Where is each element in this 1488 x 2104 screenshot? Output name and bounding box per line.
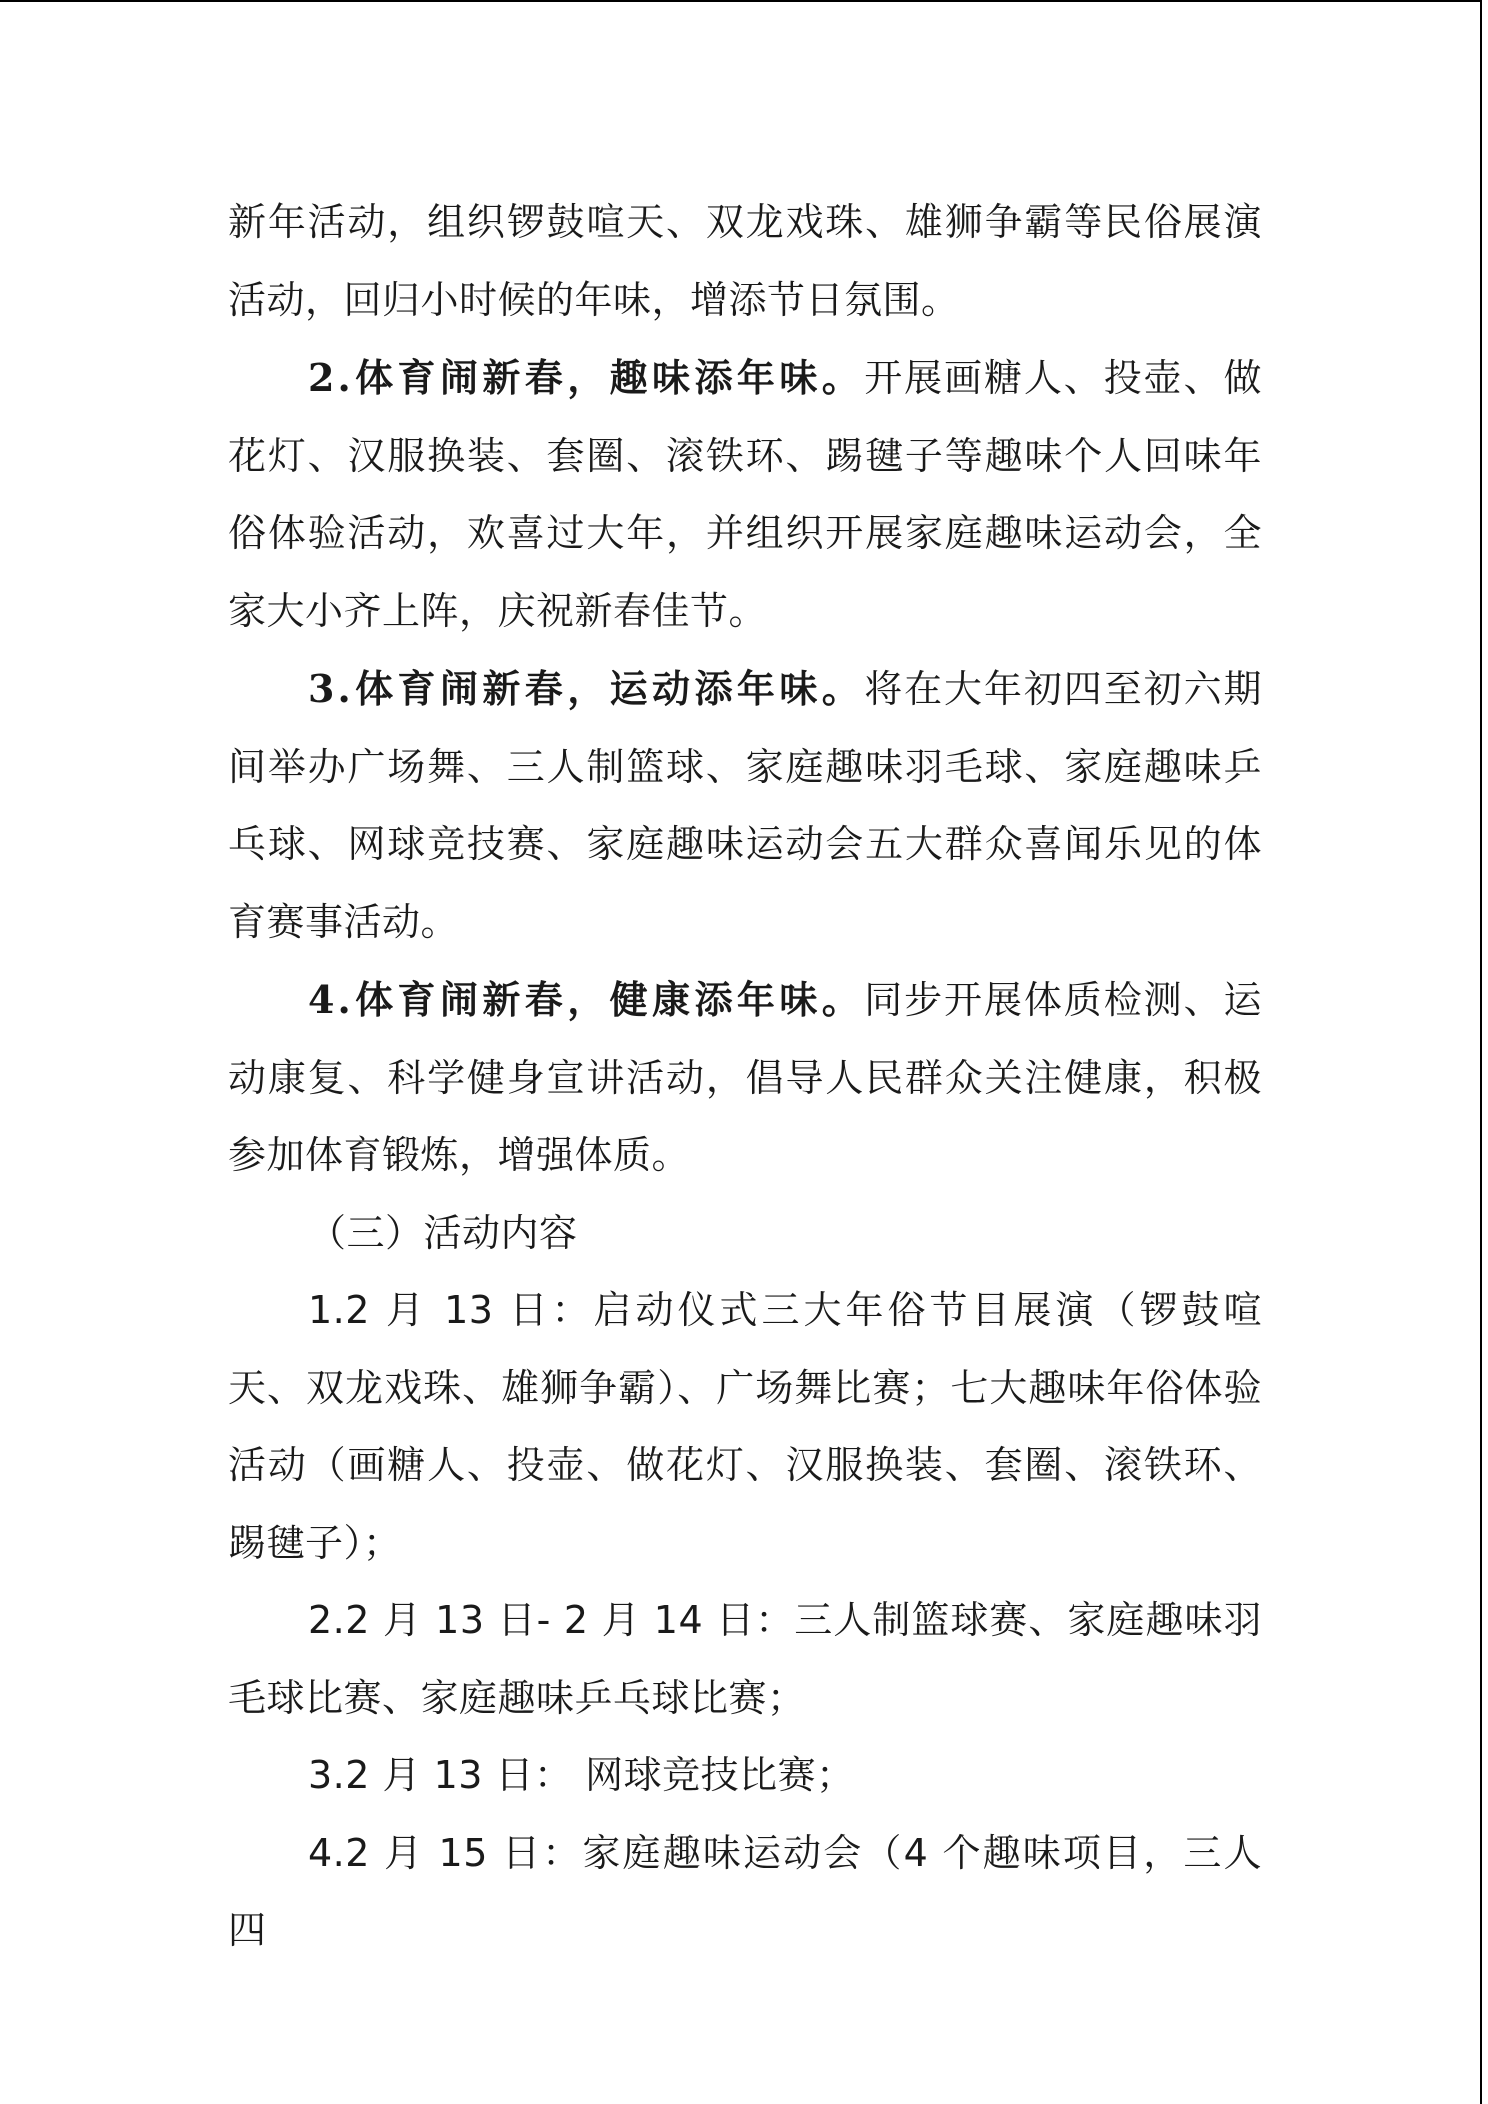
list-item: 2.2 月 13 日- 2 月 14 日：三人制篮球赛、家庭趣味羽毛球比赛、家庭趣味乒乓球比赛； (228, 1598, 1262, 1720)
section-heading: （三）活动内容 (308, 1210, 578, 1255)
paragraph-lead: 2.体育闹新春，趣味添年味。 (308, 355, 865, 400)
paragraph-text: 新年活动，组织锣鼓喧天、双龙戏珠、雄狮争霸等民俗展演活动，回归小时候的年味，增添节日氛围。 (228, 200, 1262, 322)
paragraph-health (228, 961, 1262, 1195)
list-item: 1.2 月 13 日：启动仪式三大年俗节目展演（锣鼓喧天、双龙戏珠、雄狮争霸）、广场舞比赛；七大趣味年俗体验活动（画糖人、投壶、做花灯、汉服换装、套圈、滚铁环、踢毽子）； (228, 1288, 1262, 1565)
paragraph-text: 开展画糖人、投壶、做花灯、汉服换装、套圈、滚铁环、踢毽子等趣味个人回味年俗体验活动，欢喜过大年，并组织开展家庭趣味运动会，全家大小齐上阵，庆祝新春佳节。 (228, 356, 1262, 633)
paragraph-sports (228, 650, 1262, 961)
paragraph-fun (228, 339, 1262, 650)
paragraph-text: 同步开展体质检测、运动康复、科学健身宣讲活动，倡导人民群众关注健康，积极参加体育锻炼，增强体质。 (228, 978, 1262, 1177)
paragraph-lead: 3.体育闹新春，运动添年味。 (308, 666, 865, 711)
list-item: 4.2 月 15 日：家庭趣味运动会（4 个趣味项目，三人四 (228, 1830, 1262, 1952)
paragraph-text: 将在大年初四至初六期间举办广场舞、三人制篮球、家庭趣味羽毛球、家庭趣味乒乓球、网球竞技赛、家庭趣味运动会五大群众喜闻乐见的体育赛事活动。 (228, 667, 1262, 944)
paragraph-lead: 4.体育闹新春，健康添年味。 (308, 977, 865, 1022)
document-body (228, 184, 1262, 1970)
list-item: 3.2 月 13 日： 网球竞技比赛； (308, 1753, 855, 1797)
paragraph-continuation (228, 184, 1262, 339)
